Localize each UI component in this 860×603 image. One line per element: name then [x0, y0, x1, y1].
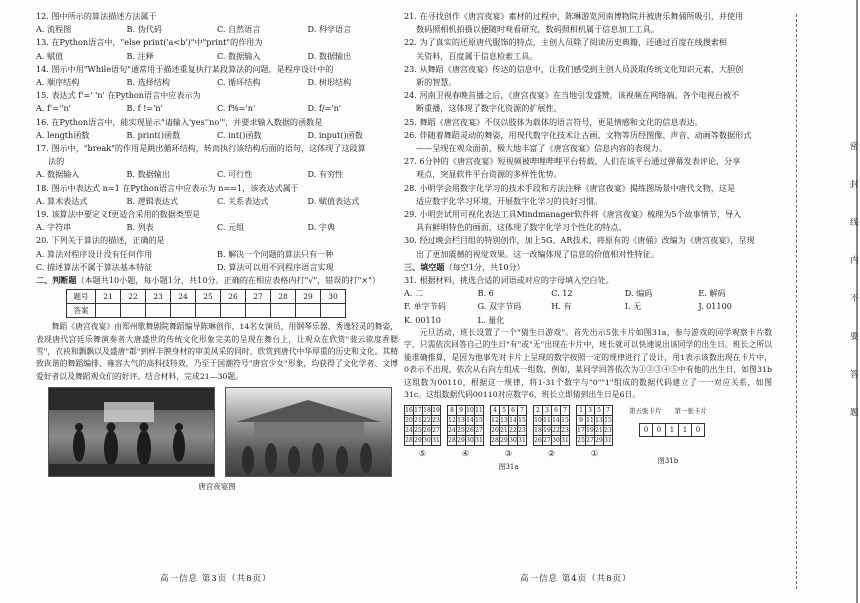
option: A. length函数 [36, 129, 90, 140]
number-card-row [577, 406, 613, 416]
option: D. 科学语言 [307, 24, 352, 35]
number-card-cell: 15 [475, 417, 483, 425]
option: C. int()函数 [217, 129, 262, 140]
judge-line: 出了更加震撼的视觉效果。这一改编体现了信息的价值相对性特征。 [416, 248, 659, 259]
number-card-cell: 28 [491, 437, 499, 445]
number-card-row [405, 416, 441, 426]
number-cards [404, 405, 613, 460]
number-card-grid [576, 405, 613, 446]
number-card-cell: 25 [414, 427, 422, 435]
number-card-row [448, 436, 484, 446]
number-card-row [405, 406, 441, 416]
option: B. 解决一个问题的算法只有一种 [217, 248, 334, 259]
section-note: （每空1分，共10分） [444, 261, 525, 272]
figure-31a [404, 405, 613, 473]
option: C. 描述算法不属于算法基本特征 [36, 261, 153, 272]
binary-digit: 0 [691, 423, 705, 437]
figure-caption: 唐宫夜宴图 [198, 482, 236, 492]
table-cell: 30 [321, 290, 346, 304]
answer-cell[interactable] [271, 304, 296, 318]
judge-line: 断重播，这体现了数字化资源的扩展性。 [416, 103, 562, 114]
q17-options [36, 168, 398, 181]
q19-options [36, 221, 398, 234]
section-title: 三、填空题 [404, 261, 445, 272]
table-cell: 答案 [67, 304, 96, 318]
seal-notice-char: 封 [850, 180, 859, 190]
option: B. 列表 [126, 222, 154, 233]
judge-line: 适应数字化学习环境，开展数字化学习的良好习惯。 [416, 195, 603, 206]
binary-digit: 0 [652, 423, 666, 437]
binary-digit: 1 [678, 423, 692, 437]
number-card-label: ④ [461, 449, 470, 459]
number-card-grid [404, 405, 441, 446]
answer-cell[interactable] [171, 304, 196, 318]
seal-notice-char: 要 [850, 332, 859, 342]
q12-options [36, 23, 398, 36]
judge-line: 27. 6分钟的《唐宫夜宴》短视频被哔哩哔哩平台转载，人们在该平台通过弹幕发表评论，分享 [404, 156, 741, 167]
number-card-cell: 6 [552, 406, 561, 416]
number-card-cell: 6 [509, 406, 518, 416]
number-card-cell: 23 [432, 417, 440, 425]
dance-photo-palace [225, 387, 392, 477]
number-card-cell: 13 [457, 417, 465, 425]
q15-stem: 15. 表达式 f'=' 'n' 在Python语言中应表示为 [36, 90, 201, 101]
page-footer-right: 高一信息 第4页（共8页） [520, 574, 632, 584]
number-card-row [405, 426, 441, 436]
answer-table-row [67, 304, 346, 318]
option: D. f/='n' [307, 103, 342, 114]
word-option: F. 单字节码 [404, 301, 446, 312]
number-card-cell: 12 [491, 417, 499, 425]
binary-digit: 0 [639, 423, 653, 437]
section-judge-heading [36, 274, 398, 287]
number-card-cell: 16 [405, 407, 413, 415]
number-card-row [577, 416, 613, 426]
option: C. 数据输入 [217, 50, 261, 61]
judge-line: 具有鲜明特色的画面，这体现了数字化学习个性化的特点。 [416, 222, 627, 233]
number-card [576, 405, 613, 460]
option: D. 算法可以用不同程序语言实现 [217, 261, 334, 272]
word-option: E. 解码 [698, 288, 726, 299]
table-cell: 题号 [67, 290, 96, 304]
number-card-grid [533, 405, 570, 446]
seal-line [796, 14, 797, 589]
answer-table [66, 289, 346, 318]
q19-stem: 19. 该算法中要定义f更适合采用的数据类型是 [36, 209, 201, 220]
option: B. 伪代码 [126, 24, 162, 35]
number-card-cell: 9 [577, 416, 586, 426]
number-card-cell: 17 [414, 407, 422, 415]
right-column [404, 10, 772, 474]
answer-cell[interactable] [196, 304, 221, 318]
q13-options [36, 50, 398, 63]
seal-notice-char: 内 [850, 256, 859, 266]
number-card-cell: 30 [466, 437, 474, 445]
number-card-grid [447, 405, 484, 446]
number-card-cell: 28 [448, 437, 456, 445]
number-card-cell: 23 [518, 427, 526, 435]
number-card-cell: 11 [475, 407, 483, 415]
answer-cell[interactable] [121, 304, 146, 318]
seal-notice-char: 线 [850, 218, 859, 228]
q16-options [36, 129, 398, 142]
number-card-cell: 11 [586, 417, 594, 425]
number-card-cell: 28 [405, 437, 413, 445]
number-card-row [491, 436, 527, 446]
judge-line: 观点，突显软件平台资源的多样性优势。 [416, 169, 562, 180]
figure-31b [629, 405, 707, 467]
judge-line: 关资料，百度属于信息检索工具。 [416, 50, 538, 61]
number-card-cell: 20 [405, 417, 413, 425]
figure-31a-label: 图31a [498, 462, 519, 471]
stage-scene-illustration [49, 388, 214, 476]
number-card-cell: 21 [595, 427, 603, 435]
number-card-cell: 19 [586, 427, 594, 435]
table-cell: 25 [196, 290, 221, 304]
option: B. print()函数 [126, 129, 181, 140]
number-card-cell: 3 [543, 406, 552, 416]
number-card-cell: 30 [509, 437, 517, 445]
word-option: K. 00110 [404, 314, 441, 325]
option: A. 算术表达式 [36, 195, 88, 206]
option: A. 算法对程序设计没有任何作用 [36, 248, 153, 259]
answer-cell[interactable] [321, 304, 346, 318]
palace-scene-illustration [226, 388, 391, 476]
number-card-cell: 20 [491, 427, 499, 435]
number-card-cell: 14 [466, 417, 474, 425]
number-card-cell: 29 [414, 437, 422, 445]
option: C. 循环结构 [217, 77, 261, 88]
number-card-cell: 5 [500, 406, 509, 416]
number-card-row [577, 426, 613, 436]
number-card-cell: 13 [500, 417, 508, 425]
number-card-cell: 26 [423, 427, 431, 435]
word-bank-row1 [404, 287, 772, 300]
section-fill-heading [404, 261, 772, 274]
q31-stem: 31. 根据材料，挑选合适的词语或对应的字母填入空白处。 [404, 275, 614, 286]
number-card-cell: 12 [448, 417, 456, 425]
number-card-cell: 31 [432, 437, 440, 445]
number-card-cell: 4 [491, 406, 500, 416]
table-cell: 22 [121, 290, 146, 304]
q20-options-row1 [36, 248, 398, 261]
option: C. 自然语言 [217, 24, 261, 35]
figure-31 [404, 405, 772, 473]
word-option: D. 编码 [624, 288, 653, 299]
seal-notice-char: 密 [850, 142, 859, 152]
card5-label: 第五张卡片 [629, 407, 662, 416]
number-card-row [491, 406, 527, 416]
option: C. 元组 [217, 222, 245, 233]
q20-stem: 20. 下列关于算法的描述，正确的是 [36, 235, 165, 246]
q17-stem: 17. 图示中，"break"的作用是跳出循环结构，转而执行该结构后面的语句，这体现了这段算 [36, 143, 366, 154]
number-card-cell: 30 [552, 437, 560, 445]
reading-passage: 舞蹈《唐宫夜宴》由郑州歌舞剧院舞蹈编导陈琳创作，14名女演员，用钢琴乐器、秀逸轻灵的舞姿，表现唐代宫廷乐舞演奏者大唐盛世的传统文化形象完美的呈现在舞台上，让观众在欣赏"裴云欲度香腮雪"，衣袂和飘飘以及盛唐"都"到样丰腴身材的审美风采的同时，欣赏到唐代中华厚重的历史和文化。其精致诙谐的舞蹈编排、雍容大气的高科技特效，乃至于国潮符号"唐宫少女"形象，均获得了文化学者、文博爱好者以及舞蹈观众们的好评。结合材料，完成21—30题。 [36, 322, 398, 381]
q14-options [36, 76, 398, 89]
table-cell: 27 [246, 290, 271, 304]
page-footer-left: 高一信息 第3页（共8页） [160, 574, 272, 584]
judge-line: 新的智慧。 [416, 77, 457, 88]
word-option: I. 无 [624, 301, 642, 312]
q20-options-row2 [36, 261, 398, 274]
seal-notice-char: 不 [850, 294, 859, 304]
q14-stem: 14. 图示中用"While语句"通常用于描述重复执行某段算法的问题，是程序设计中的 [36, 63, 334, 74]
number-card-row [577, 436, 613, 446]
table-cell: 28 [271, 290, 296, 304]
number-card-cell: 21 [500, 427, 508, 435]
number-card [533, 405, 570, 460]
option: B. 注释 [126, 50, 154, 61]
number-card-cell: 25 [577, 437, 585, 445]
number-card-cell: 7 [518, 406, 527, 416]
word-option: L. 量化 [477, 314, 505, 325]
seal-notice-char: 答 [850, 370, 859, 380]
judge-line: 22. 为了真实的还原唐代服饰的特点，主创人员除了阅读历史典籍，还通过百度在线搜索相 [404, 37, 728, 48]
option: A. 字符串 [36, 222, 72, 233]
option: D. 树形结构 [307, 77, 352, 88]
judge-line: ——呈现在观众面前，极大地丰富了《唐宫夜宴》信息内容的表现力。 [416, 143, 667, 154]
number-card-cell: 24 [405, 427, 413, 435]
judge-line: 25. 舞蹈《唐宫夜宴》不仅以肢体为载体的语言符号，更是情感和文化的信息表达。 [404, 116, 703, 127]
answer-cell[interactable] [146, 304, 171, 318]
q16-stem: 16. 在Python语言中，能实现显示"请输入'yes''no'"，并要求输入数据的函数是 [36, 116, 323, 127]
number-card-cell: 23 [604, 427, 612, 435]
table-cell: 23 [146, 290, 171, 304]
number-card-cell: 24 [448, 427, 456, 435]
number-card-row [534, 436, 570, 446]
number-card-cell: 5 [595, 406, 604, 416]
option: A. 流程图 [36, 24, 72, 35]
number-card-label: ③ [504, 449, 513, 459]
number-card-cell: 7 [604, 406, 613, 416]
judge-line: 24. 河南卫视春晚首播之后，《唐宫夜宴》在当地引发盛赞，该视频在网络端、各个电视台被不 [404, 90, 740, 101]
number-card-row [448, 426, 484, 436]
number-card-cell: 21 [414, 417, 422, 425]
answer-cell[interactable] [221, 304, 246, 318]
card1-label: 第一张卡片 [674, 407, 707, 416]
number-card-cell: 27 [543, 437, 551, 445]
number-card-row [448, 416, 484, 426]
number-card-row [534, 416, 570, 426]
number-card-cell: 29 [457, 437, 465, 445]
word-option: A. 二 [404, 288, 424, 299]
judge-line: 28. 小明学会用数字化学习的技术手段和方法注释《唐宫夜宴》揭练图场景中唐代文物，这是 [404, 182, 736, 193]
judge-line: 26. 伴随着舞蹈灵动的舞姿，用现代数字化技术让古画、文物等历经图像、声音、动画等数据形式 [404, 129, 752, 140]
number-card-cell: 11 [543, 417, 551, 425]
option: B. 逻辑表达式 [126, 195, 179, 206]
number-card-cell: 8 [448, 406, 457, 416]
number-card-cell: 31 [518, 437, 526, 445]
number-card-cell: 22 [509, 427, 517, 435]
number-card [447, 405, 484, 460]
table-cell: 24 [171, 290, 196, 304]
number-card-cell: 10 [466, 407, 474, 415]
option: D. 赋值表达式 [307, 195, 360, 206]
option: D. 有穷性 [307, 169, 344, 180]
word-bank-row3 [404, 314, 772, 327]
number-card-cell: 19 [432, 407, 440, 415]
answer-table-head [67, 290, 346, 304]
number-card-cell: 2 [534, 406, 543, 416]
number-card-cell: 15 [561, 417, 569, 425]
number-card-grid [490, 405, 527, 446]
option: C. 关系表达式 [217, 195, 269, 206]
binary-code [639, 423, 707, 437]
left-column [36, 10, 398, 494]
q12-stem: 12. 图中所示的算法描述方法属于 [36, 11, 157, 21]
word-option: G. 双字节码 [477, 301, 522, 312]
number-card-cell: 26 [466, 427, 474, 435]
number-card-cell: 29 [500, 437, 508, 445]
answer-cell[interactable] [246, 304, 271, 318]
q13-stem: 13. 在Python语言中，"else print('a<b')"中"print"的作用为 [36, 37, 263, 48]
number-card-label: ① [590, 449, 599, 459]
option: A. f'=''n' [36, 103, 71, 114]
word-bank-row2 [404, 300, 772, 313]
number-card-cell: 10 [534, 417, 542, 425]
number-card-cell: 23 [561, 427, 569, 435]
q15-options [36, 102, 398, 115]
seal-notice-char: 题 [850, 408, 859, 418]
dance-photo-stage [48, 387, 215, 477]
number-card-cell: 14 [509, 417, 517, 425]
number-card [490, 405, 527, 460]
number-card-row [534, 426, 570, 436]
binary-digit: 1 [665, 423, 679, 437]
judge-line: 23. 从舞蹈《唐宫夜宴》传达的信息中，让我们感受到主创人员汲取传统文化知识元素，大胆创 [404, 63, 744, 74]
number-card-cell: 31 [475, 437, 483, 445]
number-card [404, 405, 441, 460]
number-card-cell: 14 [552, 417, 560, 425]
q17-stem-cont: 法的 [48, 156, 65, 167]
number-card-cell: 31 [561, 437, 569, 445]
number-card-cell: 19 [543, 427, 551, 435]
q18-options [36, 195, 398, 208]
option: B. f !='n' [126, 103, 163, 114]
judge-line: 数码照相机拍摄以便随时观看研究，数码照相机属于信息加工工具。 [416, 24, 659, 35]
number-card-row [405, 436, 441, 446]
word-option: J. 01100 [698, 301, 732, 312]
table-cell: 26 [221, 290, 246, 304]
number-card-cell: 27 [586, 437, 594, 445]
number-card-label: ② [547, 449, 556, 459]
option: B. 选择结构 [126, 77, 170, 88]
number-card-cell: 26 [534, 437, 542, 445]
word-option: B. 6 [477, 288, 494, 299]
option: D. 数据输出 [307, 50, 352, 61]
dance-photos [48, 387, 398, 477]
number-card-cell: 29 [595, 437, 603, 445]
option: B. 数据输出 [126, 169, 170, 180]
number-card-cell: 18 [534, 427, 542, 435]
number-card-cell: 3 [586, 406, 595, 416]
number-card-cell: 30 [423, 437, 431, 445]
option: A. 顺序结构 [36, 77, 80, 88]
option: C. 可行性 [217, 169, 253, 180]
table-cell: 21 [96, 290, 121, 304]
figure-31b-card-labels [629, 405, 707, 418]
answer-cell[interactable] [96, 304, 121, 318]
number-card-cell: 9 [457, 406, 466, 416]
option: D. input()函数 [307, 129, 363, 140]
judge-line: 30. 经过晚会栏目组的特别创作，加上5G、AR技术，将原有的《唐俑》改编为《唐宫夜宴》，呈现 [404, 235, 755, 246]
number-card-cell: 27 [432, 427, 440, 435]
word-option: H. 有 [551, 301, 572, 312]
number-card-row [491, 426, 527, 436]
birthday-game-story: 元旦活动，班长设置了一个"猜生日游戏"。首先出示5张卡片如图31a，参与游戏的同学观察卡片数字，只需依次回答自己的生日"有"或"无"出现在卡片中，班长就可以快速说出该同学的出生日。班长之所以能准确推算，是因为他事先对卡片上呈现的数字按照一定的规律进行了设计，用1表示该数出现在卡片中，0表示不出现，依次从右向左组成一组数，例如，某同学回答依次为①②③④⑤中有他的出生日，如图31b这组数为00110，根据这一规律，将1-31个数字与"0""1"组成的数据代码建立了一一对应关系，如图31c。这组数据代码00110对应数字6，班长立即猜到出生日是6日。 [404, 327, 772, 399]
number-card-cell: 27 [475, 427, 483, 435]
number-card-cell: 1 [577, 406, 586, 416]
table-cell: 29 [296, 290, 321, 304]
judge-line: 29. 小明尝试用可视化表达工具Mindmanager软件将《唐宫夜宴》梳理为5个故事情节，导入 [404, 209, 742, 220]
option: C. f%='n' [217, 103, 256, 114]
judge-line: 21. 在寻找创作《唐宫夜宴》素材的过程中，陈琳游览河南博物院并被唐乐舞俑所吸引，并使用 [404, 11, 744, 21]
number-card-cell: 22 [423, 417, 431, 425]
option: A. 数据输入 [36, 169, 80, 180]
section-note: （本题共10小题，每小题1分，共10分。正确的在相应表格内打"√"，错误的打"×"） [76, 275, 380, 286]
number-card-cell: 13 [595, 417, 603, 425]
number-card-cell: 31 [604, 437, 612, 445]
number-card-cell: 18 [423, 407, 431, 415]
number-card-cell: 17 [577, 427, 585, 435]
number-card-cell: 7 [561, 406, 570, 416]
word-option: C. 12 [551, 288, 573, 299]
number-card-cell: 15 [604, 417, 612, 425]
number-card-cell: 15 [518, 417, 526, 425]
number-card-row [448, 406, 484, 416]
q18-stem: 18. 图示中表达式 n=1 在Python语言中应表示为 n==1，该表达式属于 [36, 182, 299, 193]
figure-31b-label: 图31b [657, 456, 679, 465]
binding-margin [772, 0, 860, 603]
number-card-row [534, 406, 570, 416]
number-card-label: ⑤ [418, 449, 427, 459]
section-title: 二、判断题 [36, 275, 77, 286]
answer-cell[interactable] [296, 304, 321, 318]
number-card-row [491, 416, 527, 426]
option: A. 赋值 [36, 50, 64, 61]
option: D. 字典 [307, 222, 336, 233]
number-card-cell: 22 [552, 427, 560, 435]
number-card-cell: 25 [457, 427, 465, 435]
